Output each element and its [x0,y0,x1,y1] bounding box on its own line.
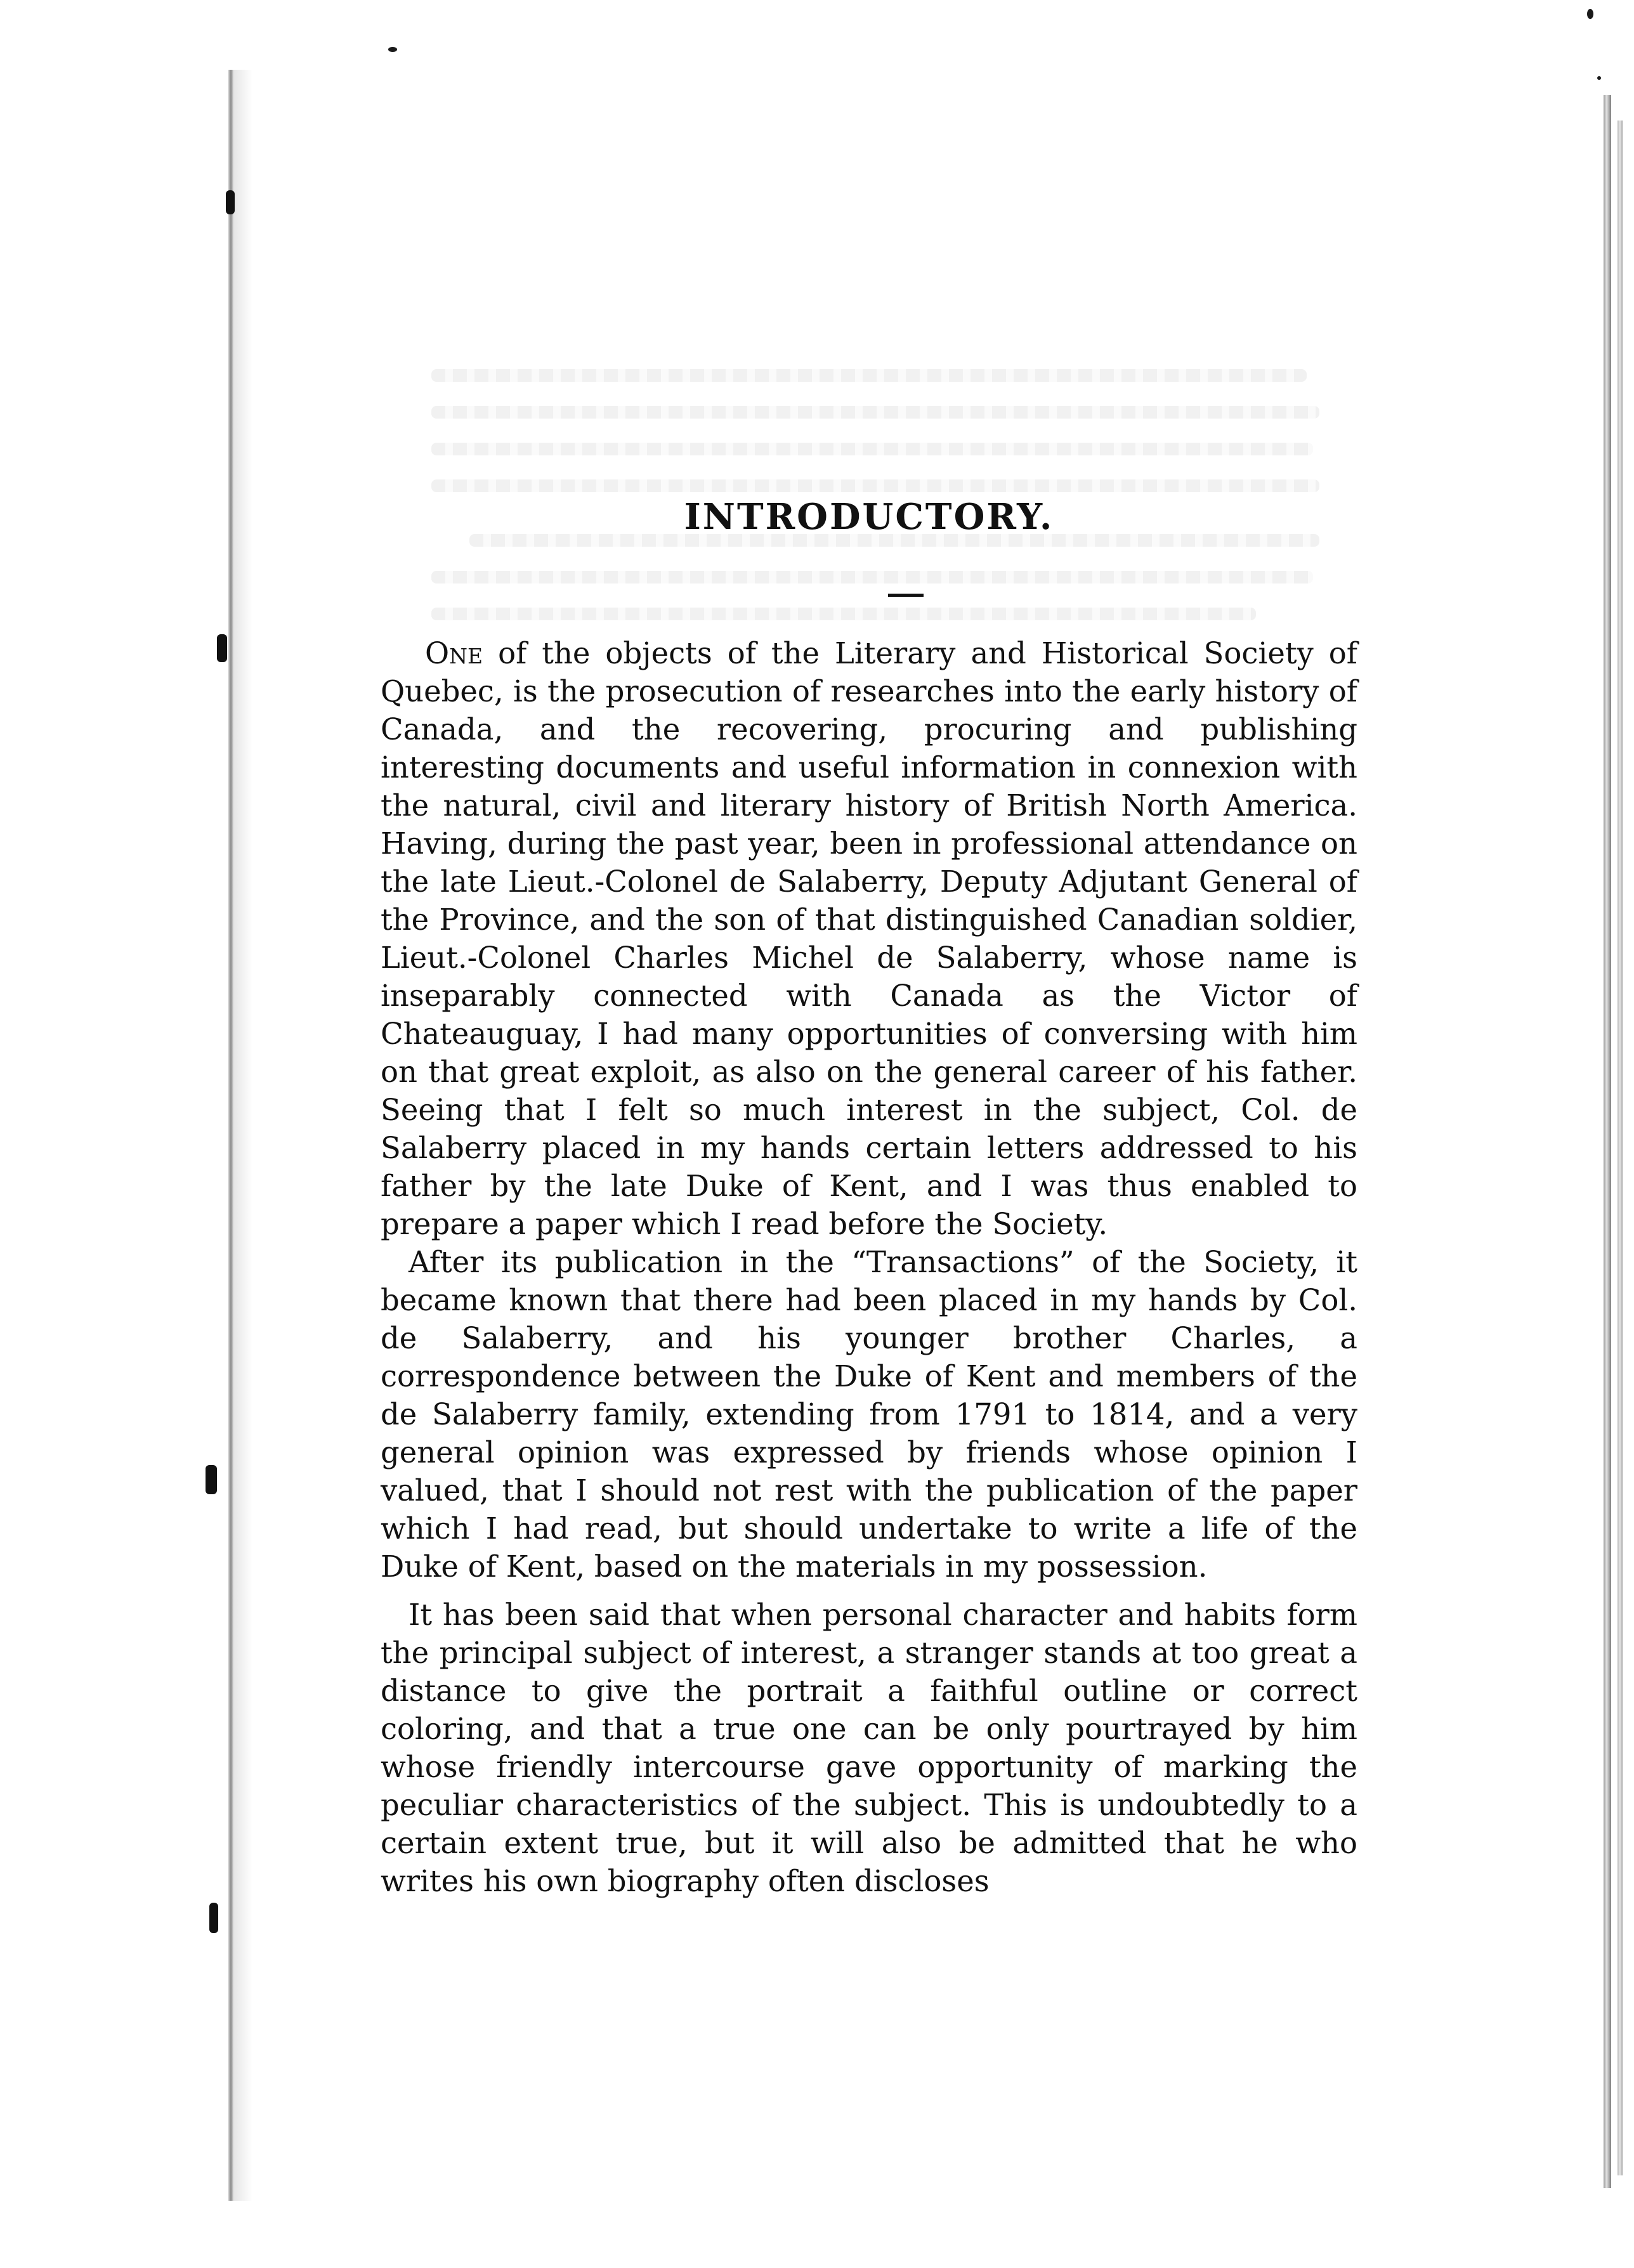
paragraph [381,634,1357,1243]
page-edge-outer [1618,121,1623,2175]
binding-stitch [206,1465,217,1494]
binding-stitch [209,1903,218,1933]
paragraph [381,1243,1357,1586]
heading-rule [888,594,924,597]
gutter-shadow [233,70,252,2201]
binding-stitch [217,634,227,662]
page-edge [1604,95,1611,2188]
binding-gutter [228,70,233,2201]
paragraph [381,1596,1357,1900]
book-page [381,0,1357,2268]
paragraph-text: It has been said that when personal character and habits form the principal subject of interest, a stranger stands at too great a distance to give the portrait a faithful outline or correct coloring, and that a true one can be only pourtrayed by him whose friendly intercourse gave opportunity of marking the peculiar characteristics of the subject. This is undoubtedly to a certain extent true, but it will also be admitted that he who writes his own biography often discloses [381,1598,1357,1898]
binding-stitch [226,190,235,214]
scan-speck [1587,9,1593,19]
scan-speck [1597,76,1601,80]
page-heading: INTRODUCTORY. [684,496,1054,538]
body-text [381,634,1357,1900]
paragraph-text: After its publication in the “Transactions” of the Society, it became known that there had been placed in my hands by Col. de Salaberry, and his younger brother Charles, a correspondence between the Duke of Kent and members of the de Salaberry family, extending from 1791 to 1814, and a very general opinion was expressed by friends whose opinion I valued, that I should not rest with the publication of the paper which I had read, but should undertake to write a life of the Duke of Kent, based on the materials in my possession. [381,1245,1357,1584]
paragraph-lead: One [425,636,483,670]
paragraph-text: of the objects of the Literary and Historical Society of Quebec, is the prosecution of researches into the early history of Canada, and the recovering, procuring and publishing interesting documents and useful information in connexion with the natural, civil and literary history of British North America. Having, during the past year, been in professional attendance on the late Lieut.-Colonel de Salaberry, Deputy Adjutant General of the Province, and the son of that distinguished Canadian soldier, Lieut.-Colonel Charles Michel de Salaberry, whose name is inseparably connected with Canada as the Victor of Chateauguay, I had many opportunities of conversing with him on that great exploit, as also on the general career of his father. Seeing that I felt so much interest in the subject, Col. de Salaberry placed in my hands certain letters addressed to his father by the late Duke of Kent, and I was thus enabled to prepare a paper which I read before the Society. [381,636,1357,1241]
